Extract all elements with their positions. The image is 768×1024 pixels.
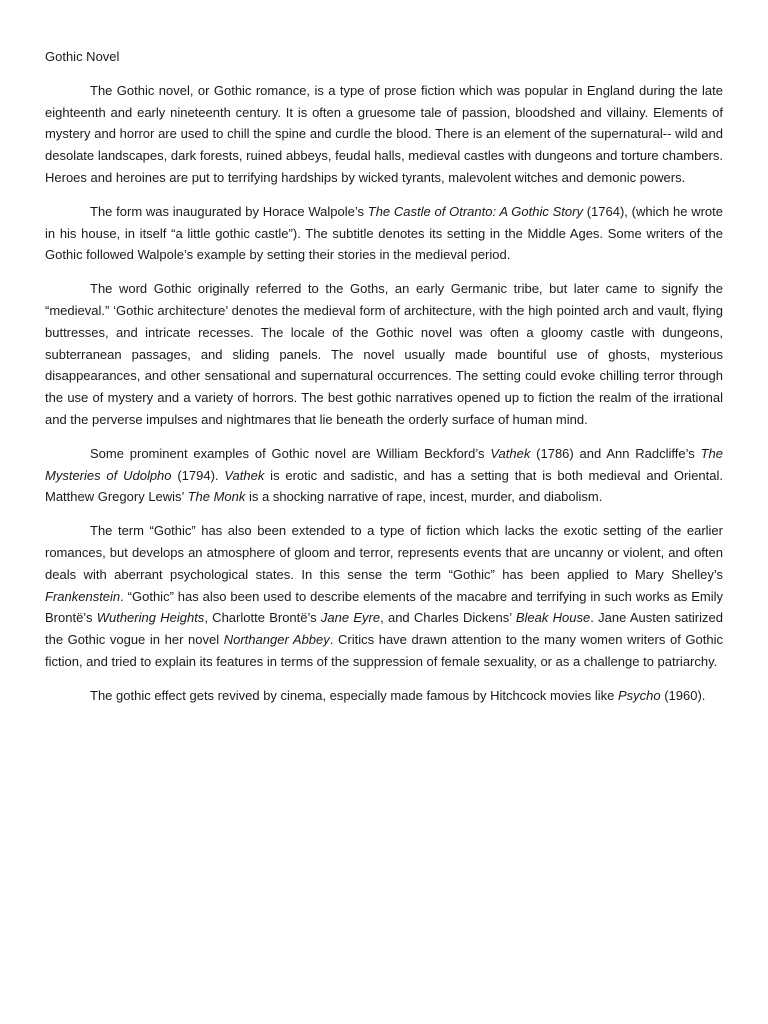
paragraph-6 [45,685,723,707]
italic-title: The Mysteries of Udolpho [45,445,723,483]
italic-title: Vathek [224,467,265,483]
italic-title: The Castle of Otranto: A Gothic Story [367,203,583,219]
paragraph-4 [45,443,723,508]
document-title: Gothic Novel [45,49,120,64]
text-run: The word Gothic originally referred to the Goths, an early Germanic tribe, but later came to signify the “medieval.” ‘Gothic architecture’ denotes the medieval form of architecture, with the high pointed arch and vault, flying buttresses, and intricate recesses. The locale of the Gothic novel was often a gloomy castle with dungeons, subterranean passages, and sliding panels. The novel usually made bountiful use of ghosts, mysterious disappearances, and other sensational and supernatural occurrences. The setting could evoke chilling terror through the use of mystery and a variety of horrors. The best gothic narratives opened up to fiction the realm of the irrational and the perverse impulses and nightmares that lie beneath the orderly surface of human mind. [45,281,723,427]
text-run: . Jane Austen satirized the Gothic vogue in her novel [45,610,723,648]
italic-title: Northanger Abbey [223,632,330,648]
document-body [45,80,723,707]
text-run: , and Charles Dickens’ [380,610,516,626]
text-run: (1960). [660,687,706,703]
text-run: . “Gothic” has also been used to describe elements of the macabre and terrifying in such works as Emily Brontë’s [45,588,723,626]
text-run: (1794). [171,467,225,483]
italic-title: Wuthering Heights [96,610,205,626]
text-run: . Critics have drawn attention to the many women writers of Gothic fiction, and tried to explain its features in terms of the suppression of female sexuality, or as a challenge to patriarchy. [45,632,723,669]
italic-title: Vathek [490,445,531,461]
paragraph-2 [45,201,723,266]
text-run: The Gothic novel, or Gothic romance, is a type of prose fiction which was popular in England during the late eighteenth and early nineteenth century. It is often a gruesome tale of passion, bloodshed and villainy. Elements of mystery and horror are used to chill the spine and curdle the blood. There is an element of the supernatural-- wild and desolate landscapes, dark forests, ruined abbeys, feudal halls, medieval castles with dungeons and torture chambers. Heroes and heroines are put to terrifying hardships by wicked tyrants, malevolent witches and demonic powers. [45,82,723,185]
document-page [45,46,723,719]
paragraph-3 [45,278,723,431]
text-run: The gothic effect gets revived by cinema, especially made famous by Hitchcock movies like [90,687,618,703]
italic-title: Jane Eyre [320,610,381,626]
italic-title: Psycho [617,687,661,703]
italic-title: The Monk [187,489,246,505]
text-run: The term “Gothic” has also been extended to a type of fiction which lacks the exotic setting of the earlier romances, but develops an atmosphere of gloom and terror, represents events that are uncanny or violent, and often deals with aberrant psychological states. In this sense the term “Gothic” has been applied to Mary Shelley’s [45,523,723,582]
paragraph-5 [45,520,723,673]
italic-title: Frankenstein [45,588,121,604]
text-run: (1764), (which he wrote in his house, in itself “a little gothic castle”). The subtitle denotes its setting in the Middle Ages. Some writers of the Gothic followed Walpole’s example by setting their stories in the medieval period. [45,203,723,263]
italic-title: Bleak House [515,610,591,626]
text-run: is erotic and sadistic, and has a setting that is both medieval and Oriental. Matthew Gregory Lewis’ [45,467,723,505]
text-run: Some prominent examples of Gothic novel are William Beckford’s [90,445,491,461]
text-run: (1786) and Ann Radcliffe’s [530,445,701,461]
text-run: The form was inaugurated by Horace Walpole’s [90,203,368,219]
text-run: is a shocking narrative of rape, incest, murder, and diabolism. [245,489,603,505]
text-run: , Charlotte Brontë’s [204,610,321,626]
paragraph-1 [45,80,723,189]
